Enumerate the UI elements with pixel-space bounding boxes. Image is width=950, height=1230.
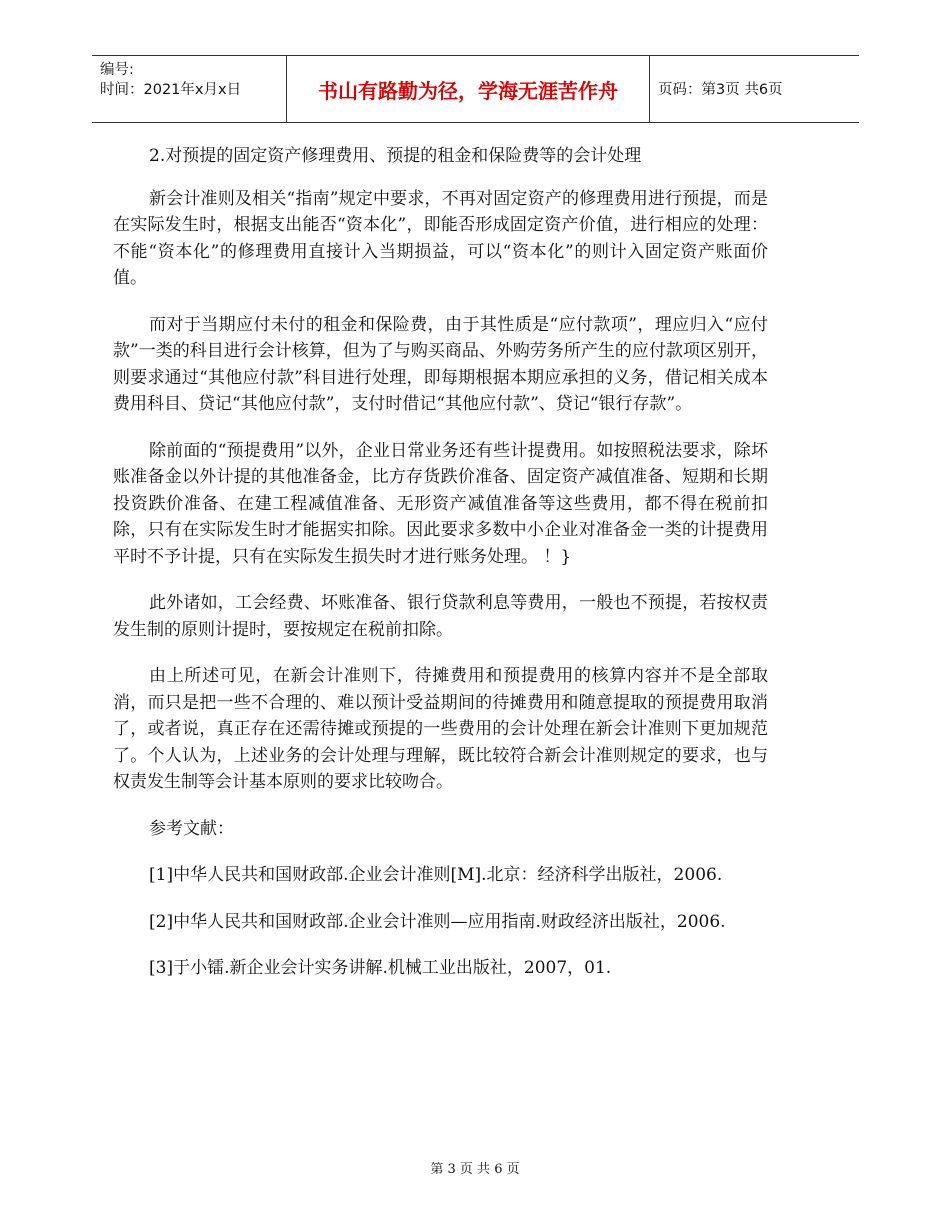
- document-body: [113, 143, 768, 1002]
- page-footer: 第 3 页 共 6 页: [430, 1162, 520, 1177]
- paragraph: 除前面的“预提费用”以外，企业日常业务还有些计提费用。如按照税法要求，除坏账准备金以外计提的其他准备金，比方存货跌价准备、固定资产减值准备、短期和长期投资跌价准备、在建工程减值准备、无形资产减值准备等这些费用，都不得在税前扣除，只有在实际发生时才能据实扣除。因此要求多数中小企业对准备金一类的计提费用平时不予计提，只有在实际发生损失时才进行账务处理。 ！}: [113, 440, 768, 567]
- paragraph: 此外诸如，工会经费、坏账准备、银行贷款利息等费用，一般也不预提，若按权责发生制的原则计提时，要按规定在税前扣除。: [113, 593, 768, 640]
- paragraph: 由上所述可见，在新会计准则下，待摊费用和预提费用的核算内容并不是全部取消，而只是把一些不合理的、难以预计受益期间的待摊费用和随意提取的预提费用取消了，或者说，真正存在还需待摊或预提的一些费用的会计处理在新会计准则下更加规范了。个人认为，上述业务的会计处理与理解，既比较符合新会计准则规定的要求，也与权责发生制等会计基本原则的要求比较吻合。: [113, 666, 768, 792]
- references-heading: 参考文献：: [149, 818, 234, 839]
- reference-item: [1]中华人民共和国财政部.企业会计准则[M].北京：经济科学出版社，2006.: [149, 865, 723, 885]
- header-number-label: 编号:: [100, 62, 134, 78]
- header-meta: [100, 60, 241, 100]
- header-time-label: 时间：2021年x月x日: [100, 82, 242, 98]
- reference-item: [3]于小镭.新企业会计实务讲解.机械工业出版社，2007，01.: [149, 958, 612, 978]
- header-page-label: 页码：第3页 共6页: [658, 82, 783, 98]
- paragraph: 新会计准则及相关“指南”规定中要求，不再对固定资产的修理费用进行预提，而是在实际发生时，根据支出能否“资本化”，即能否形成固定资产价值，进行相应的处理：不能“资本化”的修理费用直接计入当期损益，可以“资本化”的则计入固定资产账面价值。: [113, 188, 768, 288]
- page-header: [92, 55, 859, 123]
- section-heading: 2.对预提的固定资产修理费用、预提的租金和保险费等的会计处理: [149, 146, 642, 166]
- header-motto: 书山有路勤为径，学海无涯苦作舟: [286, 56, 650, 122]
- reference-item: [2]中华人民共和国财政部.企业会计准则—应用指南.财政经济出版社，2006.: [149, 911, 726, 932]
- paragraph: 而对于当期应付未付的租金和保险费，由于其性质是“应付款项”，理应归入“应付款”一类的科目进行会计核算，但为了与购买商品、外购劳务所产生的应付款项区别开，则要求通过“其他应付款”科目进行处理，即每期根据本期应承担的义务，借记相关成本费用科目、贷记“其他应付款”，支付时借记“其他应付款”、贷记“银行存款”。: [113, 314, 768, 414]
